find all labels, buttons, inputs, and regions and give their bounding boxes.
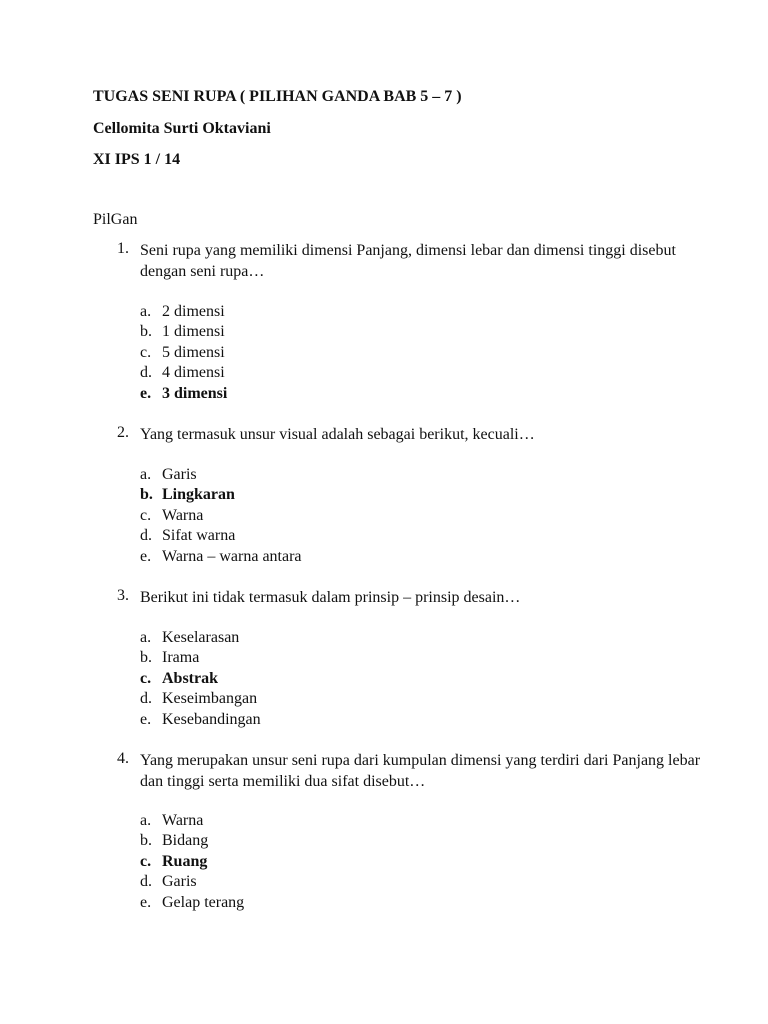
question-text: Yang termasuk unsur visual adalah sebagai berikut, kecuali… xyxy=(140,426,535,443)
student-name: Cellomita Surti Oktaviani xyxy=(93,120,271,137)
option-letter: e. xyxy=(140,548,152,565)
option-text: Gelap terang xyxy=(162,894,245,911)
option-text: 5 dimensi xyxy=(162,344,225,361)
document-title: TUGAS SENI RUPA ( PILIHAN GANDA BAB 5 – 7 ) xyxy=(93,88,462,105)
option-text: Ruang xyxy=(162,853,208,870)
option-text: 1 dimensi xyxy=(162,323,225,340)
option-text: Garis xyxy=(162,873,197,890)
option-text: Keseimbangan xyxy=(162,690,258,707)
student-class: XI IPS 1 / 14 xyxy=(93,151,181,168)
section-label: PilGan xyxy=(93,211,138,228)
option-letter: e. xyxy=(140,711,152,728)
option-letter: e. xyxy=(140,385,152,402)
option-text: Lingkaran xyxy=(162,486,235,503)
question-number: 4. xyxy=(117,750,129,767)
question-text: Berikut ini tidak termasuk dalam prinsip – prinsip desain… xyxy=(140,589,521,606)
question-number: 1. xyxy=(117,240,129,257)
question-number: 2. xyxy=(117,424,129,441)
option-letter: d. xyxy=(140,364,152,381)
option-letter: a. xyxy=(140,812,152,829)
option-letter: a. xyxy=(140,629,152,646)
option-letter: d. xyxy=(140,873,152,890)
question-text: Yang merupakan unsur seni rupa dari kumpulan dimensi yang terdiri dari Panjang lebar dan tinggi serta memiliki dua sifat disebut… xyxy=(140,752,701,790)
option-text: Warna xyxy=(162,812,204,829)
option-letter: b. xyxy=(140,832,152,849)
question-number: 3. xyxy=(117,587,129,604)
option-letter: c. xyxy=(140,344,152,361)
option-letter: c. xyxy=(140,507,152,524)
option-text: Warna xyxy=(162,507,204,524)
option-letter: b. xyxy=(140,649,152,666)
question-text: Seni rupa yang memiliki dimensi Panjang, dimensi lebar dan dimensi tinggi disebut dengan seni rupa… xyxy=(140,242,676,280)
option-letter: b. xyxy=(140,323,152,340)
option-text: Kesebandingan xyxy=(162,711,261,728)
option-text: 2 dimensi xyxy=(162,303,225,320)
option-text: Irama xyxy=(162,649,200,666)
option-letter: e. xyxy=(140,894,152,911)
option-text: Garis xyxy=(162,466,197,483)
option-text: Abstrak xyxy=(162,670,219,687)
option-text: Sifat warna xyxy=(162,527,236,544)
option-letter: a. xyxy=(140,466,152,483)
option-letter: a. xyxy=(140,303,152,320)
option-text: Keselarasan xyxy=(162,629,240,646)
option-letter: c. xyxy=(140,670,152,687)
option-letter: d. xyxy=(140,527,152,544)
option-text: Warna – warna antara xyxy=(162,548,302,565)
option-text: 3 dimensi xyxy=(162,385,228,402)
option-letter: c. xyxy=(140,853,152,870)
option-letter: d. xyxy=(140,690,152,707)
option-text: 4 dimensi xyxy=(162,364,225,381)
option-text: Bidang xyxy=(162,832,209,849)
option-letter: b. xyxy=(140,486,153,503)
